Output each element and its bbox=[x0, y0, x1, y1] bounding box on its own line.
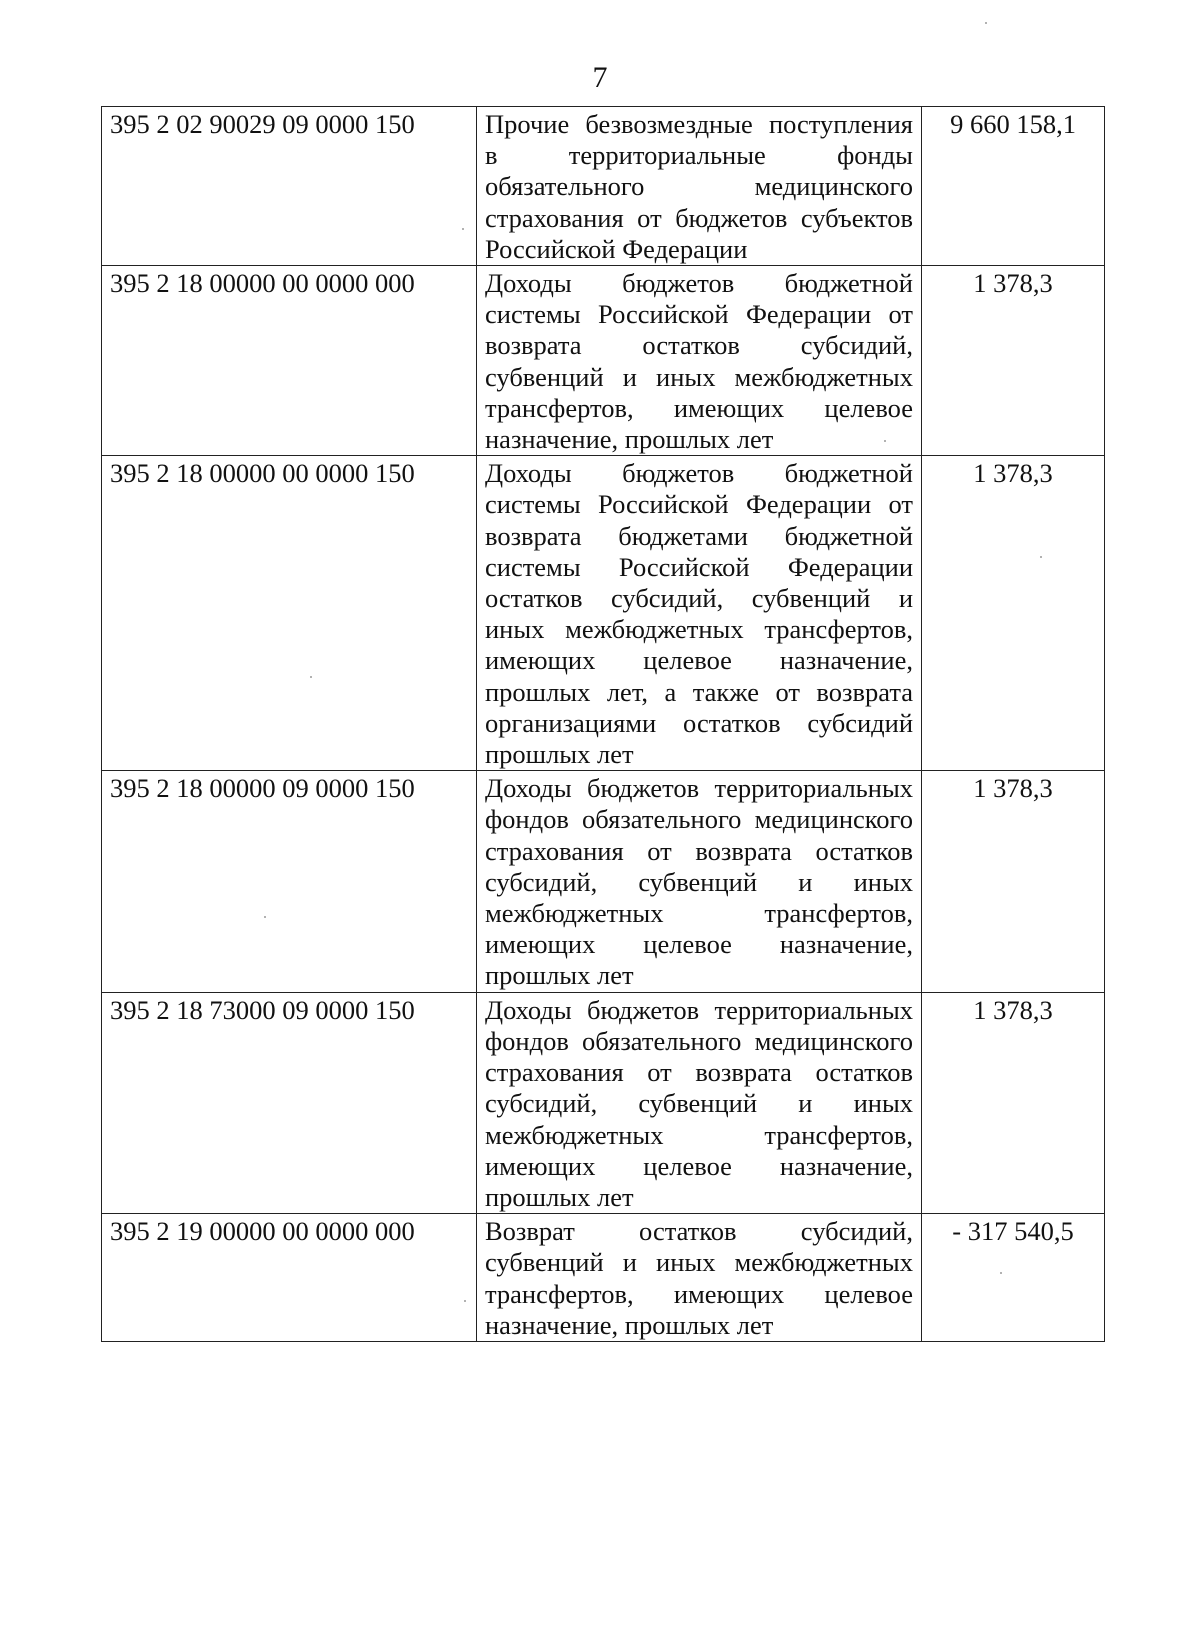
budget-revenue-table bbox=[101, 106, 1105, 1342]
table-row bbox=[102, 992, 1105, 1213]
scan-speck bbox=[310, 676, 312, 678]
table-row bbox=[102, 107, 1105, 266]
budget-code-cell: 395 2 18 00000 00 0000 150 bbox=[102, 456, 477, 771]
revenue-description-cell: Прочие безвозмездные поступления в территориальные фонды обязательного медицинского страхования от бюджетов субъектов Российской Федерации bbox=[477, 107, 922, 266]
scan-speck bbox=[884, 440, 886, 442]
scan-speck bbox=[264, 916, 266, 918]
scan-speck bbox=[985, 22, 987, 24]
revenue-description-cell: Доходы бюджетов бюджетной системы Российской Федерации от возврата бюджетами бюджетной системы Российской Федерации остатков субсидий, субвенций и иных межбюджетных трансфертов, имеющих целевое назначение, прошлых лет, а также от возврата организациями остатков субсидий прошлых лет bbox=[477, 456, 922, 771]
amount-cell: 1 378,3 bbox=[922, 992, 1105, 1213]
budget-code-cell: 395 2 02 90029 09 0000 150 bbox=[102, 107, 477, 266]
budget-code-cell: 395 2 18 00000 00 0000 000 bbox=[102, 266, 477, 456]
table-row bbox=[102, 266, 1105, 456]
table-row bbox=[102, 771, 1105, 992]
revenue-description-cell: Доходы бюджетов территориальных фондов обязательного медицинского страхования от возврата остатков субсидий, субвенций и иных межбюджетных трансфертов, имеющих целевое назначение, прошлых лет bbox=[477, 771, 922, 992]
scan-speck bbox=[1000, 1272, 1002, 1274]
amount-cell: 1 378,3 bbox=[922, 266, 1105, 456]
budget-code-cell: 395 2 18 00000 09 0000 150 bbox=[102, 771, 477, 992]
amount-cell: 9 660 158,1 bbox=[922, 107, 1105, 266]
budget-code-cell: 395 2 19 00000 00 0000 000 bbox=[102, 1214, 477, 1342]
scan-speck bbox=[1040, 556, 1042, 558]
scan-speck bbox=[462, 228, 464, 230]
budget-code-cell: 395 2 18 73000 09 0000 150 bbox=[102, 992, 477, 1213]
amount-cell: 1 378,3 bbox=[922, 771, 1105, 992]
revenue-description-cell: Доходы бюджетов территориальных фондов обязательного медицинского страхования от возврата остатков субсидий, субвенций и иных межбюджетных трансфертов, имеющих целевое назначение, прошлых лет bbox=[477, 992, 922, 1213]
scan-speck bbox=[464, 1300, 466, 1302]
table-row bbox=[102, 1214, 1105, 1342]
page-number: 7 bbox=[592, 61, 608, 94]
revenue-description-cell: Возврат остатков субсидий, субвенций и иных межбюджетных трансфертов, имеющих целевое назначение, прошлых лет bbox=[477, 1214, 922, 1342]
amount-cell: 1 378,3 bbox=[922, 456, 1105, 771]
amount-cell: - 317 540,5 bbox=[922, 1214, 1105, 1342]
revenue-description-cell: Доходы бюджетов бюджетной системы Российской Федерации от возврата остатков субсидий, субвенций и иных межбюджетных трансфертов, имеющих целевое назначение, прошлых лет bbox=[477, 266, 922, 456]
table-row bbox=[102, 456, 1105, 771]
